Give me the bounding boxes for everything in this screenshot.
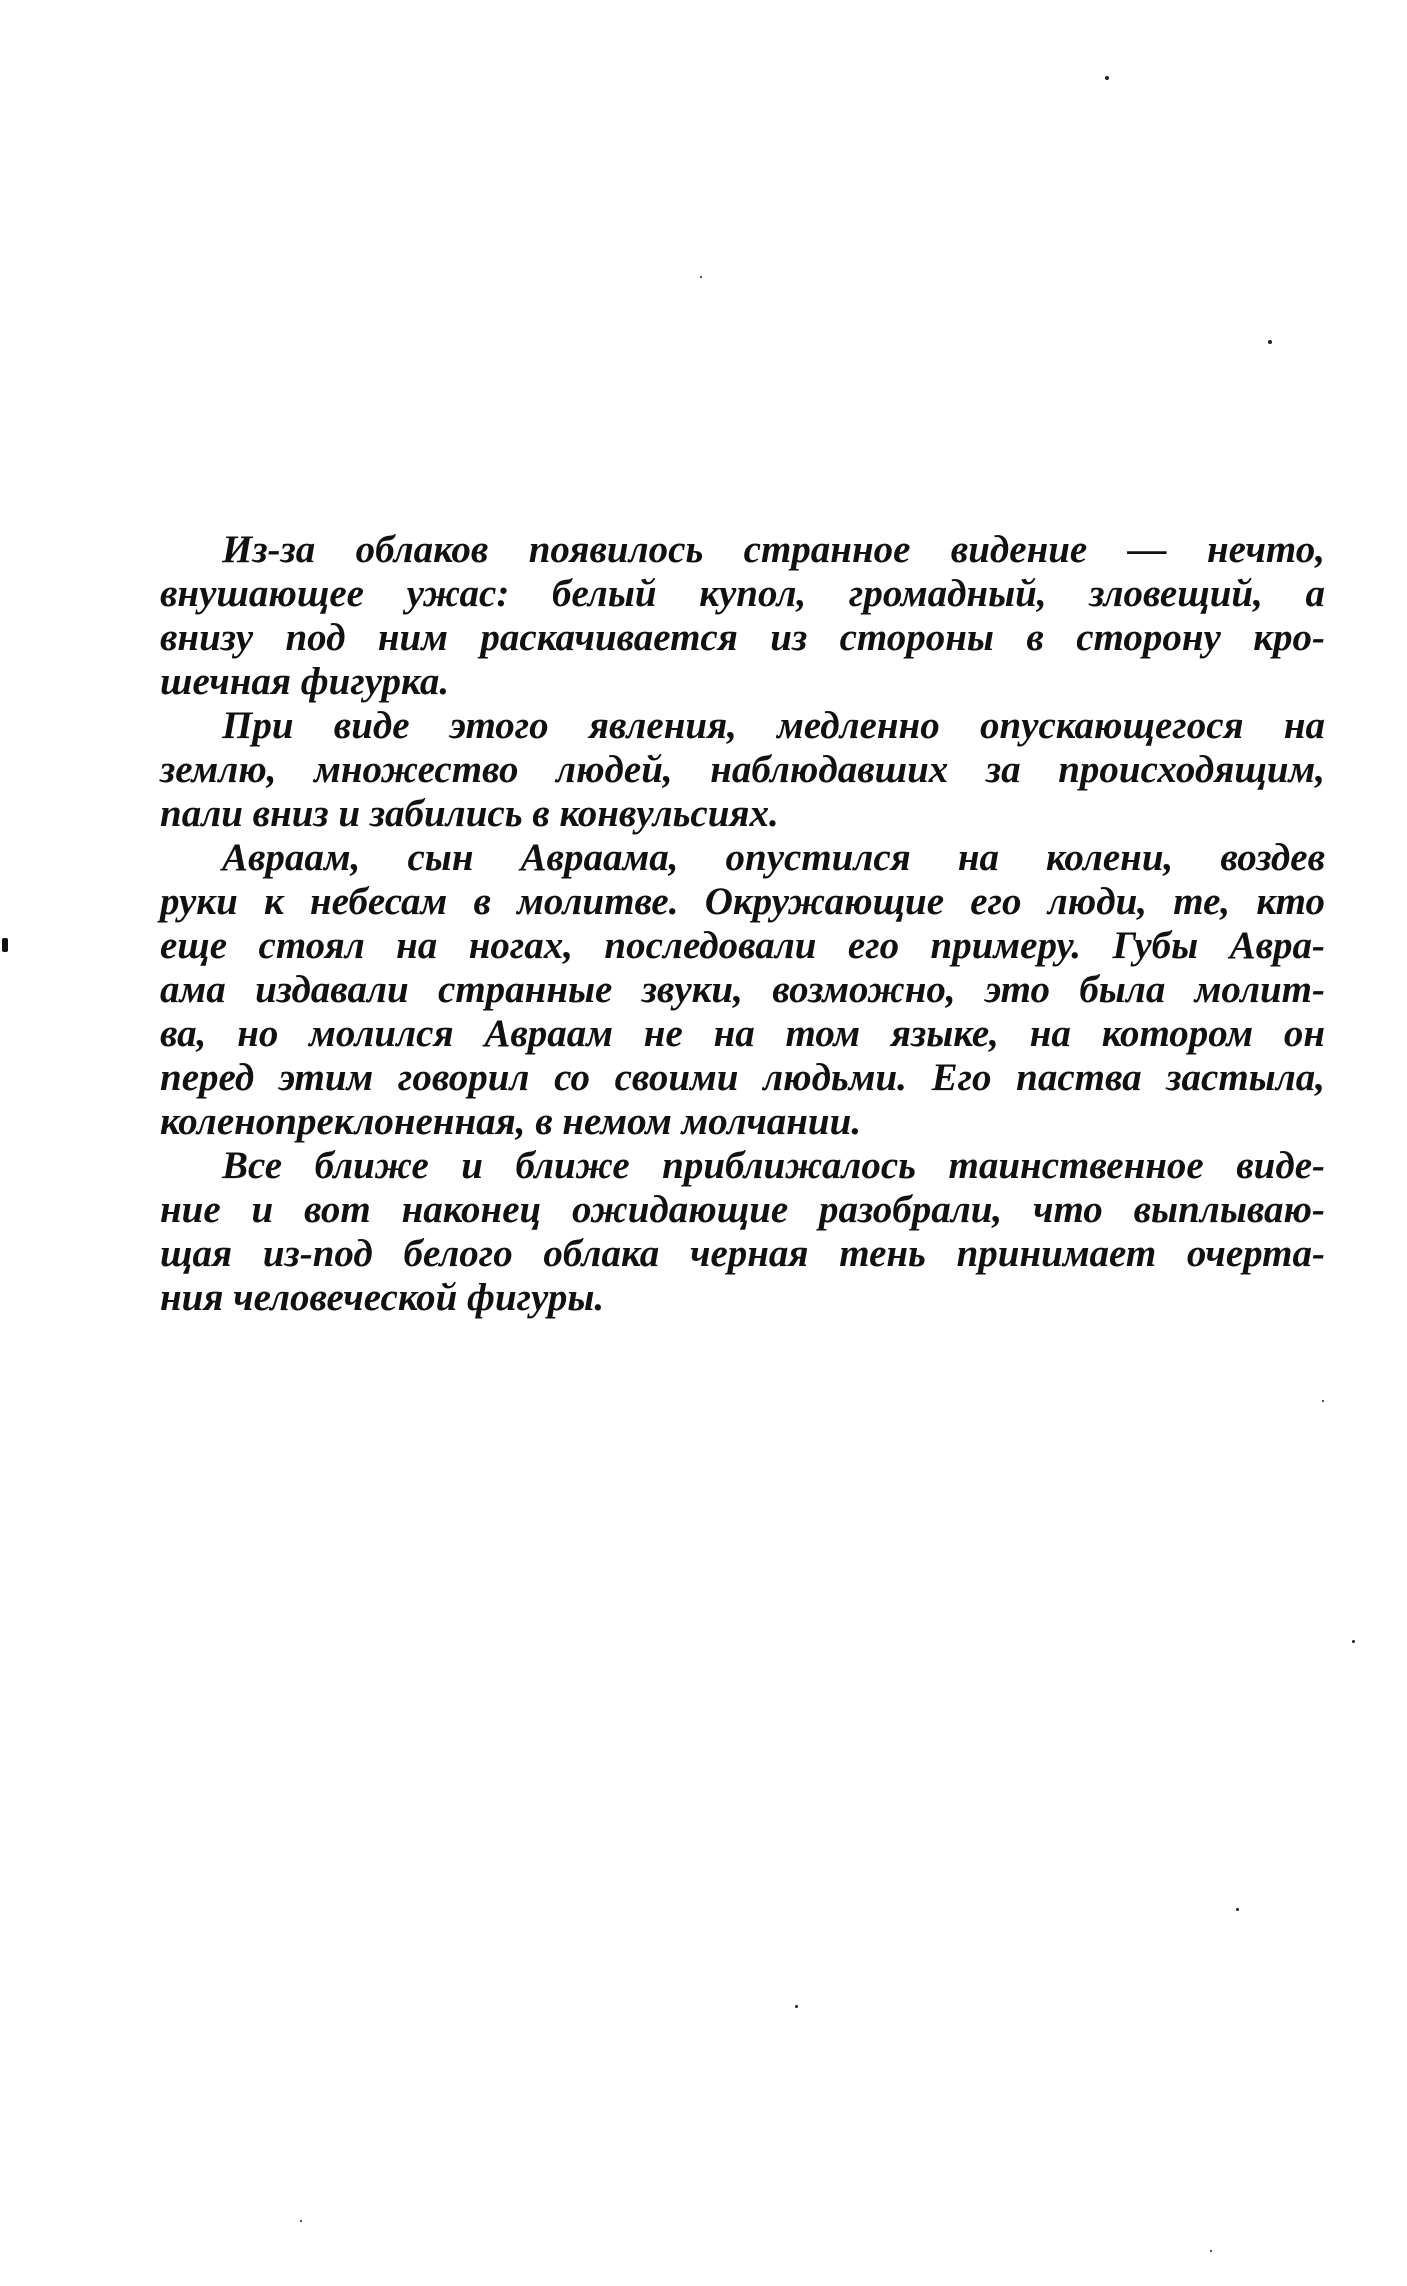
text-line: внушающее ужас: белый купол, громадный, зловещий, а: [160, 572, 1325, 615]
scan-speck: [1322, 1400, 1324, 1402]
paragraph-3: [160, 836, 1325, 1144]
text-line: землю, множество людей, наблюдавших за происходящим,: [160, 748, 1325, 791]
scan-speck: [1352, 1640, 1355, 1643]
text-line: щая из-под белого облака черная тень принимает очерта-: [160, 1232, 1325, 1275]
scan-speck: [1268, 340, 1272, 344]
scan-speck: [1210, 2250, 1212, 2252]
paragraph-4: [160, 1144, 1325, 1320]
body-text: [160, 528, 1325, 1320]
scan-speck: [795, 2005, 798, 2008]
text-line: ния человеческой фигуры.: [160, 1276, 605, 1319]
text-line: ама издавали странные звуки, возможно, это была молит-: [160, 968, 1325, 1011]
text-line: Все ближе и ближе приближалось таинственное виде-: [222, 1144, 1325, 1187]
text-line: перед этим говорил со своими людьми. Его паства застыла,: [160, 1056, 1325, 1099]
text-line: ва, но молился Авраам не на том языке, на котором он: [160, 1012, 1325, 1055]
text-line: ние и вот наконец ожидающие разобрали, что выплываю-: [160, 1188, 1325, 1231]
paragraph-2: [160, 704, 1325, 836]
scan-speck: [300, 2220, 302, 2222]
scan-speck: [700, 276, 702, 278]
text-line: внизу под ним раскачивается из стороны в сторону кро-: [160, 616, 1325, 659]
scan-speck: [1236, 1908, 1239, 1911]
text-line: Из-за облаков появилось странное видение — нечто,: [222, 528, 1325, 571]
text-line: При виде этого явления, медленно опускающегося на: [222, 704, 1325, 747]
text-line: еще стоял на ногах, последовали его примеру. Губы Авра-: [160, 924, 1325, 967]
margin-mark: [2, 938, 8, 952]
text-line: руки к небесам в молитве. Окружающие его люди, те, кто: [160, 880, 1325, 923]
text-line: коленопреклоненная, в немом молчании.: [160, 1100, 862, 1143]
scan-speck: [1105, 76, 1109, 80]
text-line: шечная фигурка.: [160, 660, 450, 703]
paragraph-1: [160, 528, 1325, 704]
text-line: пали вниз и забились в конвульсиях.: [160, 792, 779, 835]
text-line: Авраам, сын Авраама, опустился на колени, воздев: [222, 836, 1325, 879]
